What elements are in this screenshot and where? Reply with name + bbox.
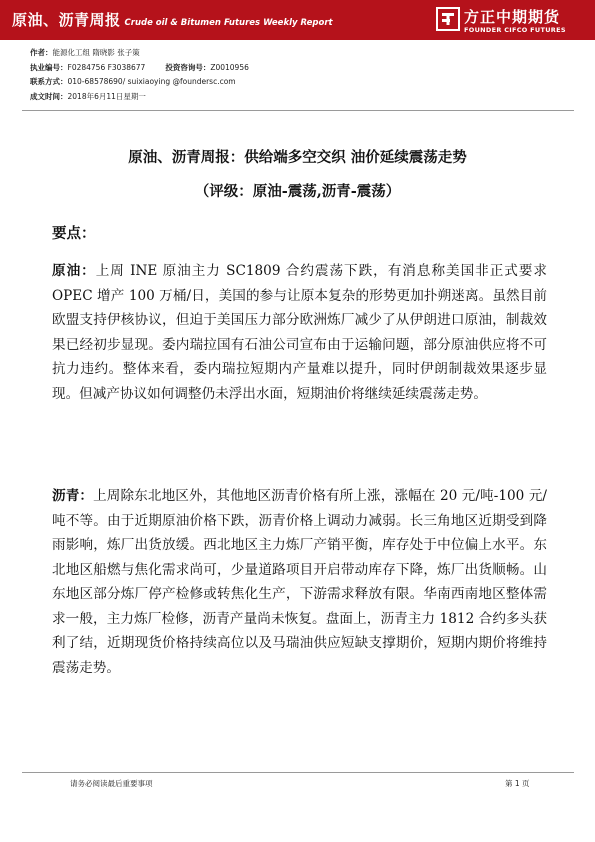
- authors-line: [30, 46, 550, 61]
- report-rating: （评级：原油-震荡,沥青-震荡）: [194, 183, 401, 200]
- bitumen-paragraph: [52, 484, 547, 680]
- report-meta: [30, 46, 550, 104]
- authors-value: 能源化工组 隋晓影 张子策: [52, 48, 140, 57]
- license-line: [30, 61, 550, 76]
- contact-label: 联系方式：: [30, 77, 68, 86]
- date-line: [30, 90, 550, 105]
- bitumen-text: 上周除东北地区外，其他地区沥青价格有所上涨，涨幅在 20 元/吨-100 元/吨不等。由于近期原油价格下跌，沥青价格上调动力减弱。长三角地区近期受到降雨影响，炼厂出货放缓。西北地区主力炼厂产销平衡，库存处于中位偏上水平。东北地区船燃与焦化需求尚可，少量道路项目开启带动库存下降，炼厂出货顺畅。山东地区部分炼厂停产检修或转焦化生产，下游需求释放有限。华南西南地区整体需求一般，主力炼厂检修，沥青产量尚未恢复。盘面上，沥青主力 1812 合约多头获利了结，近期现货价格持续高位以及马瑞油供应短缺支撑期价，短期内期价将维持震荡走势。: [52, 488, 547, 676]
- crude-oil-paragraph: [52, 259, 547, 406]
- license-value: F0284756 F3038677: [67, 62, 146, 72]
- brand-logo-block: [436, 5, 592, 37]
- contact-value: 010-68578690/ suixiaoying @foundersc.com: [67, 77, 236, 86]
- header-divider: [22, 110, 574, 111]
- report-series-title-cn: 原油、沥青周报: [12, 11, 121, 29]
- footer-page-number: 第 1 页: [505, 779, 530, 788]
- footer-disclaimer: 请务必阅读最后重要事项: [70, 779, 153, 788]
- crude-oil-lead: 原油：: [52, 263, 96, 279]
- contact-line: [30, 75, 550, 90]
- brand-name-en: FOUNDER CIFCO FUTURES: [464, 26, 566, 34]
- key-points-heading: 要点：: [52, 225, 96, 242]
- date-label: 成文时间：: [30, 91, 68, 101]
- consult-value: Z0010956: [210, 62, 249, 72]
- header-banner: [0, 0, 595, 40]
- report-title: 原油、沥青周报：供给端多空交织 油价延续震荡走势: [128, 149, 467, 166]
- footer-divider: [22, 772, 574, 773]
- report-series-title-en: Crude oil & Bitumen Futures Weekly Report: [124, 18, 333, 28]
- date-value: 2018年6月11日星期一: [67, 91, 146, 101]
- bitumen-lead: 沥青：: [52, 488, 94, 504]
- license-label: 执业编号：: [30, 62, 68, 72]
- consult-label: 投资咨询号：: [165, 62, 211, 72]
- founder-logo-icon: [436, 7, 460, 31]
- crude-oil-text: 上周 INE 原油主力 SC1809 合约震荡下跌，有消息称美国非正式要求 OPEC 增产 100 万桶/日，美国的参与让原本复杂的形势更加扑朔迷离。虽然目前欧盟支持伊核协议，但迫于美国压力部分欧洲炼厂减少了从伊朗进口原油，制裁效果已经初步显现。委内瑞拉国有石油公司宣布由于运输问题，部分原油供应将不可抗力违约。整体来看，委内瑞拉短期内产量难以提升，同时伊朗制裁效果逐步显现。但减产协议如何调整仍未浮出水面，短期油价将继续延续震荡走势。: [52, 263, 548, 402]
- brand-name-cn: 方正中期期货: [464, 8, 561, 26]
- report-series-title: [12, 9, 333, 30]
- authors-label: 作者：: [30, 48, 53, 57]
